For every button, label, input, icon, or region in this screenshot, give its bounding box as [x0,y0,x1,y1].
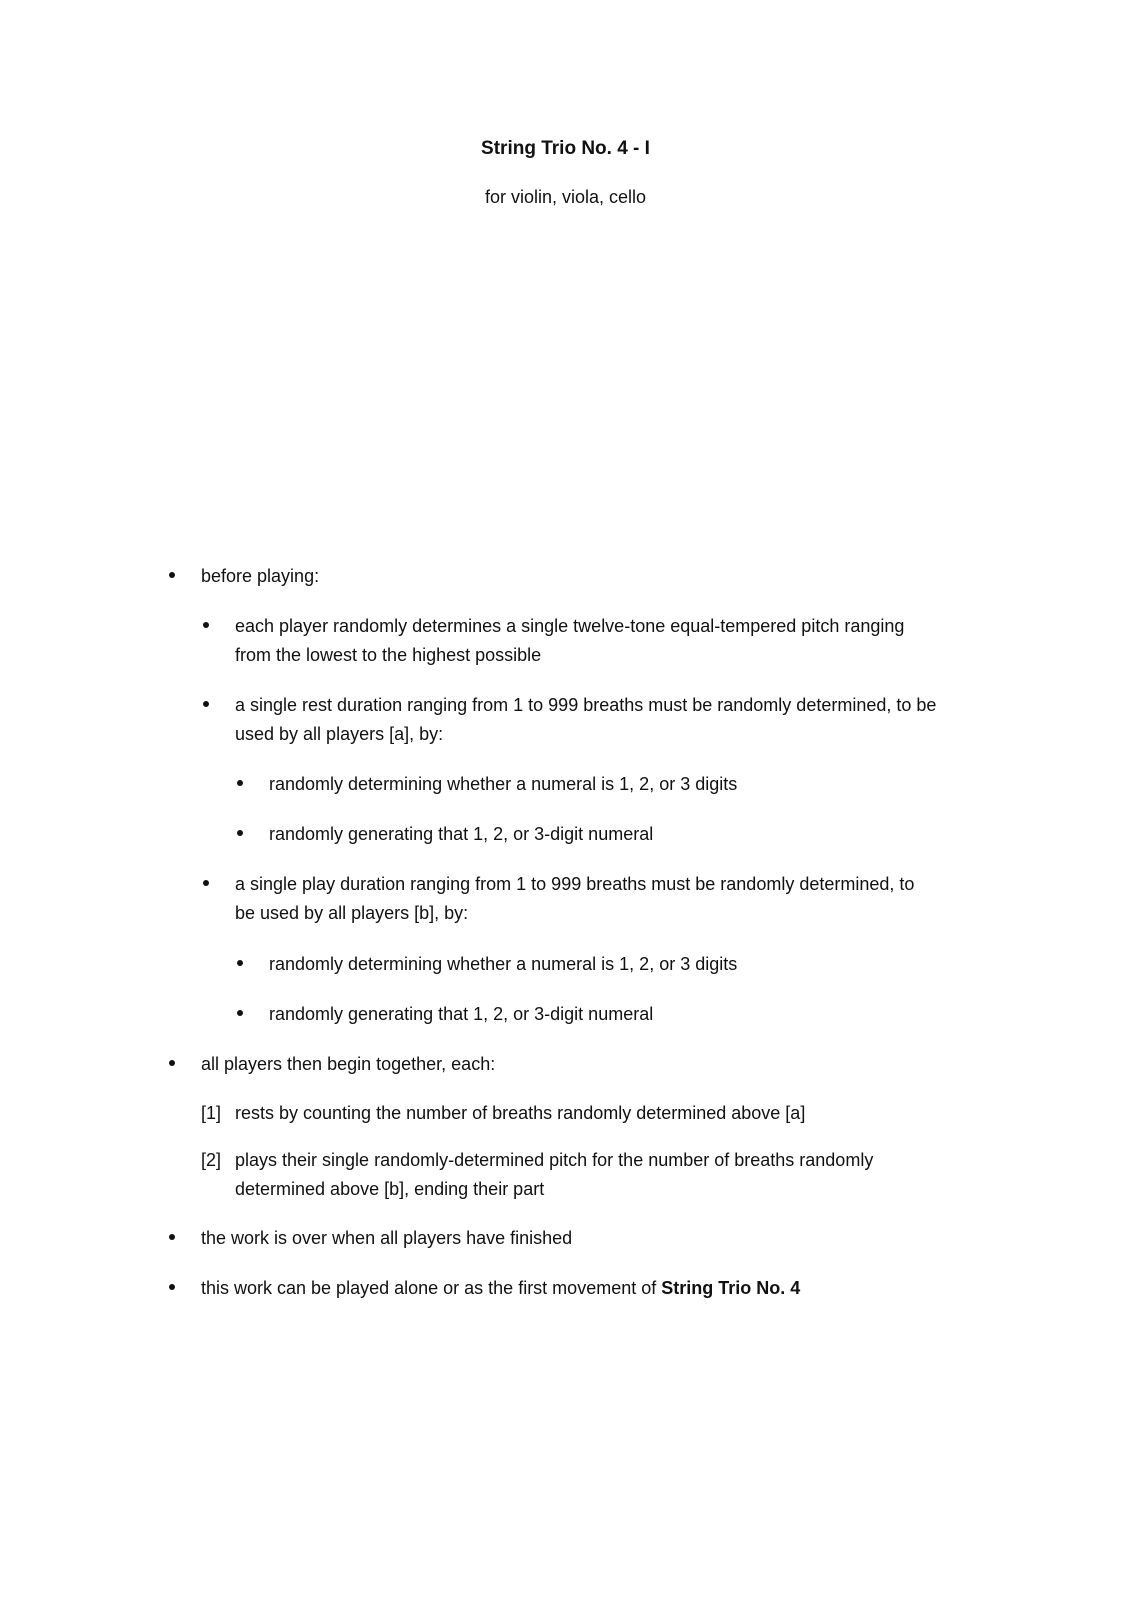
item-play-sub-2: randomly generating that 1, 2, or 3-digit numeral [269,1004,654,1024]
bullet-icon [203,701,209,707]
item-rest-line-2: used by all players [a], by: [235,724,444,744]
item-played-alone [201,1274,800,1303]
bullet-icon [169,1234,175,1240]
document-subtitle: for violin, viola, cello [484,187,647,207]
item-begin: all players then begin together, each: [201,1054,496,1074]
step-2-line-1: plays their single randomly-determined pitch for the number of breaths randomly [235,1150,874,1170]
bullet-icon [169,1284,175,1290]
item-work-over: the work is over when all players have finished [201,1228,573,1248]
item-played-alone-text: this work can be played alone or as the first movement of [201,1278,662,1298]
step-1-text: rests by counting the number of breaths randomly determined above [a] [235,1103,806,1123]
item-play-sub-1: randomly determining whether a numeral is 1, 2, or 3 digits [269,954,738,974]
item-rest-sub-1: randomly determining whether a numeral is 1, 2, or 3 digits [269,774,738,794]
step-2-line-2: determined above [b], ending their part [235,1179,545,1199]
item-pitch-line-1: each player randomly determines a single twelve-tone equal-tempered pitch ranging [235,616,905,636]
step-1-marker: [1] [201,1103,222,1123]
bullet-icon [169,572,175,578]
bullet-icon [237,960,243,966]
step-2-marker: [2] [201,1150,222,1170]
bullet-icon [169,1060,175,1066]
document-title: String Trio No. 4 - I [481,138,650,159]
bullet-icon [203,622,209,628]
bullet-icon [237,780,243,786]
item-pitch-line-2: from the lowest to the highest possible [235,645,542,665]
item-rest-line-1: a single rest duration ranging from 1 to 999 breaths must be randomly determined, to be [235,695,937,715]
work-title-reference: String Trio No. 4 [661,1278,801,1298]
item-play-line-1: a single play duration ranging from 1 to 999 breaths must be randomly determined, to [235,874,915,894]
bullet-icon [237,1010,243,1016]
bullet-icon [237,830,243,836]
item-before-playing: before playing: [201,566,320,586]
item-rest-sub-2: randomly generating that 1, 2, or 3-digit numeral [269,824,654,844]
item-play-line-2: be used by all players [b], by: [235,903,469,923]
bullet-icon [203,880,209,886]
